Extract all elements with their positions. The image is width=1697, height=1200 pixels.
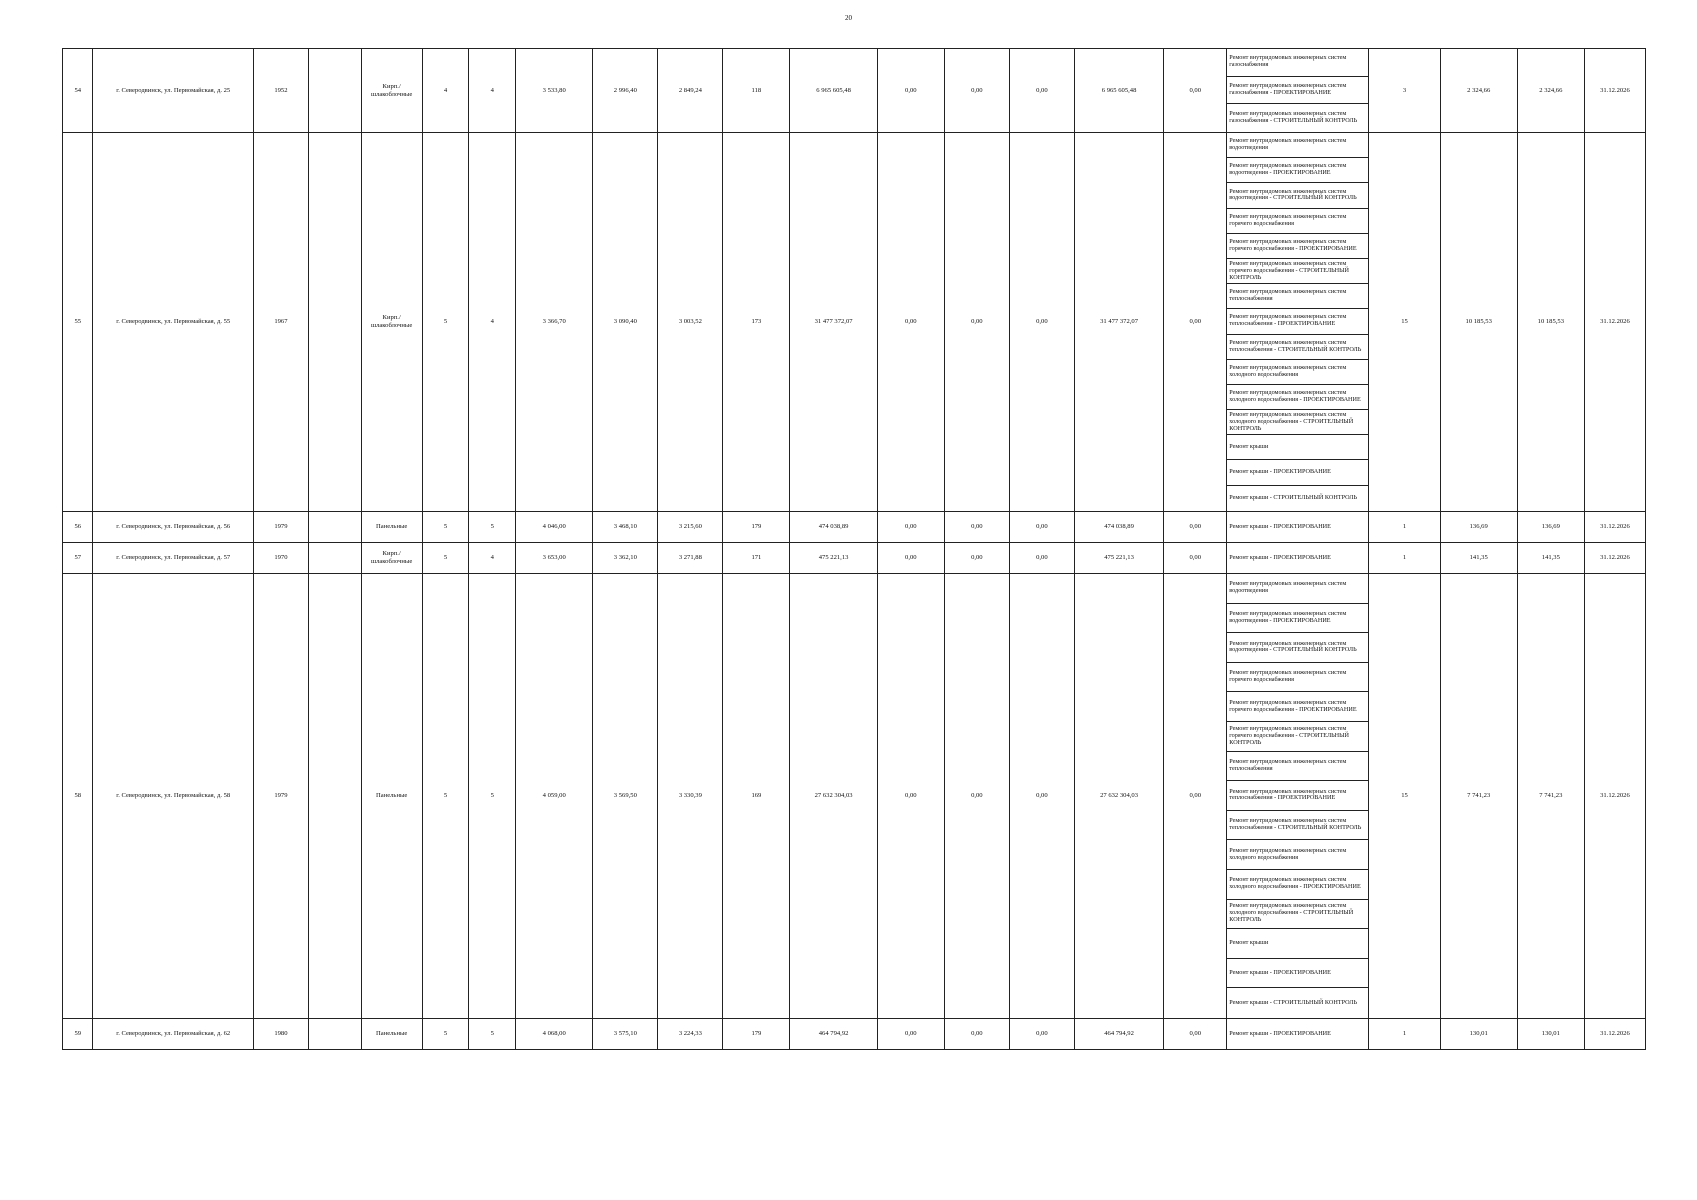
work-item: Ремонт крыши - СТРОИТЕЛЬНЫЙ КОНТРОЛЬ <box>1229 493 1357 501</box>
cell-works-count: 15 <box>1369 574 1440 1019</box>
cell-cost-owners: 464 794,92 <box>1074 1019 1163 1050</box>
cell-year-overhaul <box>308 543 361 574</box>
work-item: Ремонт внутридомовых инженерных систем холодного водоснабжения - СТРОИТЕЛЬНЫЙ КОНТРОЛЬ <box>1227 900 1368 930</box>
cell-row-number: 57 <box>63 543 93 574</box>
cell-works-count: 15 <box>1369 133 1440 512</box>
work-item: Ремонт внутридомовых инженерных систем холодного водоснабжения - ПРОЕКТИРОВАНИЕ <box>1227 870 1368 900</box>
work-item: Ремонт внутридомовых инженерных систем горячего водоснабжения - ПРОЕКТИРОВАНИЕ <box>1227 692 1368 722</box>
cell-area-premises: 3 569,50 <box>593 574 658 1019</box>
cell-works-list <box>1227 49 1369 133</box>
work-item: Ремонт внутридомовых инженерных систем водоотведения <box>1227 574 1368 604</box>
work-item: Ремонт внутридомовых инженерных систем теплоснабжения - ПРОЕКТИРОВАНИЕ <box>1227 309 1368 334</box>
work-item: Ремонт внутридомовых инженерных систем теплоснабжения - СТРОИТЕЛЬНЫЙ КОНТРОЛЬ <box>1227 335 1368 360</box>
cell-floors: 5 <box>422 512 469 543</box>
work-item: Ремонт внутридомовых инженерных систем горячего водоснабжения - СТРОИТЕЛЬНЫЙ КОНТРОЛЬ <box>1227 722 1368 752</box>
cell-area-residential: 3 215,60 <box>658 512 723 543</box>
cell-unit-cost: 130,01 <box>1440 1019 1517 1050</box>
cell-row-number: 56 <box>63 512 93 543</box>
cell-cost-region: 0,00 <box>944 49 1009 133</box>
cell-entrances: 4 <box>469 543 516 574</box>
work-item: Ремонт внутридомовых инженерных систем горячего водоснабжения - ПРОЕКТИРОВАНИЕ <box>1227 234 1368 259</box>
work-item: Ремонт внутридомовых инженерных систем холодного водоснабжения <box>1227 840 1368 870</box>
cell-area-residential: 3 271,88 <box>658 543 723 574</box>
cell-year-built: 1970 <box>254 543 309 574</box>
work-item: Ремонт крыши - ПРОЕКТИРОВАНИЕ <box>1227 959 1368 989</box>
cell-cost-region: 0,00 <box>944 512 1009 543</box>
cell-address: г. Северодвинск, ул. Первомайская, д. 57 <box>93 543 254 574</box>
work-item: Ремонт крыши - ПРОЕКТИРОВАНИЕ <box>1229 1029 1331 1037</box>
cell-cost-other: 0,00 <box>1164 543 1227 574</box>
cell-residents: 179 <box>723 512 790 543</box>
cell-year-built: 1979 <box>254 512 309 543</box>
cell-cost-fund: 0,00 <box>877 543 944 574</box>
work-item: Ремонт внутридомовых инженерных систем теплоснабжения - ПРОЕКТИРОВАНИЕ <box>1227 781 1368 811</box>
cell-cost-total: 27 632 304,03 <box>790 574 877 1019</box>
table-row <box>63 574 1646 1019</box>
overhaul-registry-table <box>62 48 1646 1050</box>
cell-address: г. Северодвинск, ул. Первомайская, д. 58 <box>93 574 254 1019</box>
cell-cost-total: 6 965 605,48 <box>790 49 877 133</box>
cell-unit-cost-limit: 2 324,66 <box>1517 49 1584 133</box>
work-item: Ремонт крыши - ПРОЕКТИРОВАНИЕ <box>1227 460 1368 485</box>
cell-row-number: 55 <box>63 133 93 512</box>
cell-deadline: 31.12.2026 <box>1584 543 1645 574</box>
cell-cost-fund: 0,00 <box>877 1019 944 1050</box>
cell-area-premises: 2 996,40 <box>593 49 658 133</box>
cell-cost-local: 0,00 <box>1009 133 1074 512</box>
cell-area-premises: 3 468,10 <box>593 512 658 543</box>
cell-entrances: 4 <box>469 133 516 512</box>
cell-works-list <box>1227 543 1369 574</box>
work-item: Ремонт внутридомовых инженерных систем холодного водоснабжения - ПРОЕКТИРОВАНИЕ <box>1227 385 1368 410</box>
cell-area-total: 4 068,00 <box>516 1019 593 1050</box>
cell-year-overhaul <box>308 49 361 133</box>
cell-unit-cost-limit: 136,69 <box>1517 512 1584 543</box>
cell-unit-cost: 2 324,66 <box>1440 49 1517 133</box>
cell-cost-owners: 31 477 372,07 <box>1074 133 1163 512</box>
cell-year-built: 1979 <box>254 574 309 1019</box>
cell-year-overhaul <box>308 574 361 1019</box>
cell-year-built: 1980 <box>254 1019 309 1050</box>
cell-works-count: 1 <box>1369 512 1440 543</box>
cell-deadline: 31.12.2026 <box>1584 49 1645 133</box>
cell-cost-other: 0,00 <box>1164 1019 1227 1050</box>
work-item: Ремонт внутридомовых инженерных систем газоснабжения <box>1227 49 1368 77</box>
cell-residents: 118 <box>723 49 790 133</box>
cell-area-residential: 3 003,52 <box>658 133 723 512</box>
cell-cost-owners: 475 221,13 <box>1074 543 1163 574</box>
cell-cost-fund: 0,00 <box>877 512 944 543</box>
cell-cost-total: 31 477 372,07 <box>790 133 877 512</box>
cell-address: г. Северодвинск, ул. Первомайская, д. 25 <box>93 49 254 133</box>
cell-works-list <box>1227 574 1369 1019</box>
cell-area-total: 4 046,00 <box>516 512 593 543</box>
cell-cost-local: 0,00 <box>1009 543 1074 574</box>
cell-cost-local: 0,00 <box>1009 1019 1074 1050</box>
cell-works-count: 1 <box>1369 543 1440 574</box>
cell-area-residential: 3 330,39 <box>658 574 723 1019</box>
cell-area-premises: 3 575,10 <box>593 1019 658 1050</box>
cell-entrances: 5 <box>469 512 516 543</box>
work-item: Ремонт внутридомовых инженерных систем холодного водоснабжения - СТРОИТЕЛЬНЫЙ КОНТРОЛЬ <box>1227 410 1368 435</box>
cell-floors: 4 <box>422 49 469 133</box>
cell-area-residential: 2 849,24 <box>658 49 723 133</box>
cell-cost-owners: 6 965 605,48 <box>1074 49 1163 133</box>
cell-works-list <box>1227 133 1369 512</box>
work-item: Ремонт внутридомовых инженерных систем горячего водоснабжения - СТРОИТЕЛЬНЫЙ КОНТРОЛЬ <box>1227 259 1368 284</box>
cell-residents: 169 <box>723 574 790 1019</box>
cell-unit-cost: 136,69 <box>1440 512 1517 543</box>
page-number: 20 <box>845 14 852 22</box>
cell-works-list <box>1227 1019 1369 1050</box>
cell-cost-other: 0,00 <box>1164 133 1227 512</box>
cell-cost-region: 0,00 <box>944 1019 1009 1050</box>
cell-address: г. Северодвинск, ул. Первомайская, д. 55 <box>93 133 254 512</box>
work-item: Ремонт крыши - ПРОЕКТИРОВАНИЕ <box>1229 522 1331 530</box>
work-item: Ремонт крыши - СТРОИТЕЛЬНЫЙ КОНТРОЛЬ <box>1229 998 1357 1006</box>
cell-residents: 179 <box>723 1019 790 1050</box>
cell-cost-fund: 0,00 <box>877 133 944 512</box>
cell-cost-region: 0,00 <box>944 133 1009 512</box>
cell-wall-material: Кирп./ шлакоблочные <box>361 133 422 512</box>
cell-deadline: 31.12.2026 <box>1584 512 1645 543</box>
work-item: Ремонт внутридомовых инженерных систем теплоснабжения <box>1227 752 1368 782</box>
cell-row-number: 58 <box>63 574 93 1019</box>
cell-entrances: 5 <box>469 574 516 1019</box>
cell-unit-cost-limit: 130,01 <box>1517 1019 1584 1050</box>
cell-floors: 5 <box>422 543 469 574</box>
cell-cost-local: 0,00 <box>1009 49 1074 133</box>
cell-deadline: 31.12.2026 <box>1584 1019 1645 1050</box>
cell-floors: 5 <box>422 574 469 1019</box>
work-item: Ремонт внутридомовых инженерных систем теплоснабжения - СТРОИТЕЛЬНЫЙ КОНТРОЛЬ <box>1227 811 1368 841</box>
cell-cost-other: 0,00 <box>1164 574 1227 1019</box>
cell-address: г. Северодвинск, ул. Первомайская, д. 56 <box>93 512 254 543</box>
cell-area-total: 3 653,00 <box>516 543 593 574</box>
cell-cost-local: 0,00 <box>1009 574 1074 1019</box>
cell-works-list <box>1227 512 1369 543</box>
cell-row-number: 59 <box>63 1019 93 1050</box>
cell-area-premises: 3 362,10 <box>593 543 658 574</box>
work-item: Ремонт крыши - ПРОЕКТИРОВАНИЕ <box>1229 553 1331 561</box>
cell-deadline: 31.12.2026 <box>1584 133 1645 512</box>
cell-unit-cost: 7 741,23 <box>1440 574 1517 1019</box>
cell-year-built: 1967 <box>254 133 309 512</box>
work-item: Ремонт внутридомовых инженерных систем теплоснабжения <box>1227 284 1368 309</box>
work-item: Ремонт крыши <box>1227 929 1368 959</box>
cell-entrances: 4 <box>469 49 516 133</box>
cell-cost-total: 474 038,89 <box>790 512 877 543</box>
cell-unit-cost-limit: 10 185,53 <box>1517 133 1584 512</box>
cell-unit-cost: 141,35 <box>1440 543 1517 574</box>
cell-cost-other: 0,00 <box>1164 49 1227 133</box>
cell-unit-cost: 10 185,53 <box>1440 133 1517 512</box>
cell-address: г. Северодвинск, ул. Первомайская, д. 62 <box>93 1019 254 1050</box>
cell-wall-material: Панельные <box>361 1019 422 1050</box>
work-item: Ремонт внутридомовых инженерных систем водоотведения <box>1227 133 1368 158</box>
cell-unit-cost-limit: 7 741,23 <box>1517 574 1584 1019</box>
cell-area-residential: 3 224,33 <box>658 1019 723 1050</box>
table-row <box>63 1019 1646 1050</box>
cell-area-total: 3 533,80 <box>516 49 593 133</box>
cell-year-overhaul <box>308 133 361 512</box>
cell-floors: 5 <box>422 133 469 512</box>
work-item: Ремонт внутридомовых инженерных систем водоотведения - ПРОЕКТИРОВАНИЕ <box>1227 158 1368 183</box>
cell-residents: 171 <box>723 543 790 574</box>
cell-year-overhaul <box>308 512 361 543</box>
cell-works-count: 3 <box>1369 49 1440 133</box>
work-item: Ремонт внутридомовых инженерных систем водоотведения - СТРОИТЕЛЬНЫЙ КОНТРОЛЬ <box>1227 183 1368 208</box>
cell-wall-material: Кирп./ шлакоблочные <box>361 543 422 574</box>
work-item: Ремонт внутридомовых инженерных систем холодного водоснабжения <box>1227 360 1368 385</box>
cell-cost-local: 0,00 <box>1009 512 1074 543</box>
cell-residents: 173 <box>723 133 790 512</box>
cell-cost-fund: 0,00 <box>877 49 944 133</box>
work-item: Ремонт крыши <box>1227 435 1368 460</box>
table-row <box>63 49 1646 133</box>
cell-year-built: 1952 <box>254 49 309 133</box>
work-item: Ремонт внутридомовых инженерных систем газоснабжения - ПРОЕКТИРОВАНИЕ <box>1227 77 1368 105</box>
cell-wall-material: Панельные <box>361 574 422 1019</box>
cell-entrances: 5 <box>469 1019 516 1050</box>
work-item: Ремонт внутридомовых инженерных систем горячего водоснабжения <box>1227 209 1368 234</box>
cell-floors: 5 <box>422 1019 469 1050</box>
table-row <box>63 543 1646 574</box>
cell-row-number: 54 <box>63 49 93 133</box>
cell-year-overhaul <box>308 1019 361 1050</box>
cell-works-count: 1 <box>1369 1019 1440 1050</box>
cell-area-premises: 3 090,40 <box>593 133 658 512</box>
work-item: Ремонт внутридомовых инженерных систем газоснабжения - СТРОИТЕЛЬНЫЙ КОНТРОЛЬ <box>1229 110 1358 125</box>
cell-cost-total: 475 221,13 <box>790 543 877 574</box>
cell-area-total: 3 366,70 <box>516 133 593 512</box>
cell-deadline: 31.12.2026 <box>1584 574 1645 1019</box>
table-row <box>63 512 1646 543</box>
cell-wall-material: Кирп./ шлакоблочные <box>361 49 422 133</box>
cell-unit-cost-limit: 141,35 <box>1517 543 1584 574</box>
cell-cost-region: 0,00 <box>944 543 1009 574</box>
cell-cost-owners: 27 632 304,03 <box>1074 574 1163 1019</box>
cell-cost-owners: 474 038,89 <box>1074 512 1163 543</box>
table-row <box>63 133 1646 512</box>
cell-cost-other: 0,00 <box>1164 512 1227 543</box>
cell-cost-fund: 0,00 <box>877 574 944 1019</box>
work-item: Ремонт внутридомовых инженерных систем водоотведения - ПРОЕКТИРОВАНИЕ <box>1227 604 1368 634</box>
work-item: Ремонт внутридомовых инженерных систем водоотведения - СТРОИТЕЛЬНЫЙ КОНТРОЛЬ <box>1227 633 1368 663</box>
cell-cost-region: 0,00 <box>944 574 1009 1019</box>
work-item: Ремонт внутридомовых инженерных систем горячего водоснабжения <box>1227 663 1368 693</box>
cell-area-total: 4 059,00 <box>516 574 593 1019</box>
cell-cost-total: 464 794,92 <box>790 1019 877 1050</box>
registry-body <box>63 49 1646 1050</box>
cell-wall-material: Панельные <box>361 512 422 543</box>
